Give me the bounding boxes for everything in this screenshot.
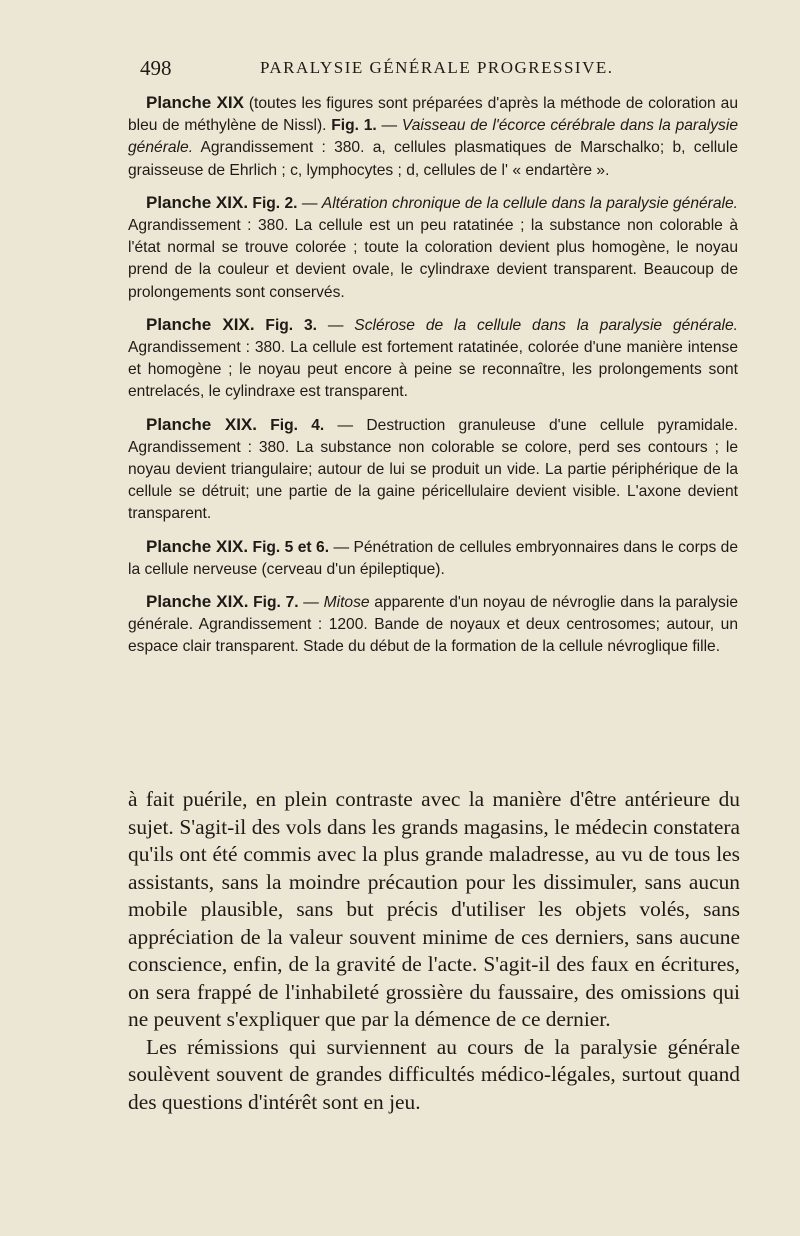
- caption-title: Mitose: [323, 594, 370, 612]
- caption-text: Pénétration de cellules embryonnaires dans le corps de la cellule nerveuse (cerveau d'un épileptique).: [128, 538, 738, 578]
- caption-sep: —: [297, 194, 322, 212]
- caption-pre: [255, 317, 266, 334]
- caption-text: Agrandissement : 380. a, cellules plasmatiques de Marschalko; b, cellule graisseuse de Ehrlich ; c, lymphocytes ; d, cellules de l' « endartère ».: [128, 139, 738, 179]
- plate-label: Planche XIX.: [146, 414, 257, 434]
- caption-pre: [257, 417, 270, 434]
- caption-fig-1: [128, 92, 738, 182]
- page-number: 498: [140, 56, 172, 80]
- caption-fig-3: [128, 314, 738, 404]
- fig-label: Fig. 4.: [270, 416, 325, 434]
- caption-text: Destruction granuleuse d'une cellule pyramidale. Agrandissement : 380. La substance non colorable se colore, perd ses contours ; le noyau devient triangulaire; autour de lui se produit un vide. La partie périphérique de la cellule se détruit; une partie de la gaine péricellulaire devient visible. L'axone devient transparent.: [128, 416, 738, 523]
- plate-label: Planche XIX.: [146, 536, 249, 556]
- caption-sep: —: [298, 594, 324, 612]
- plate-label: Planche XIX: [146, 93, 244, 112]
- fig-label: Fig. 3.: [265, 316, 317, 334]
- caption-text: apparente d'un noyau de névroglie dans la paralysie générale. Agrandissement : 1200. Bande de noyaux et deux centrosomes; autour, un espace clair transparent. Stade du début de la formation de la cellule névroglique fille.: [128, 594, 738, 656]
- caption-sep: —: [324, 416, 367, 434]
- caption-title: Vaisseau de l'écorce cérébrale dans la paralysie générale.: [128, 117, 738, 157]
- fig-label: Fig. 5 et 6.: [252, 538, 330, 556]
- caption-text: Agrandissement : 380. La cellule est un peu ratatinée ; la substance non colorable à l'état normal se trouve colorée ; toute la coloration devient plus homogène, le noyau prend de la couleur et devient ovale, le cylindraxe devient transparent. Beaucoup de prolongements sont conservés.: [128, 217, 738, 301]
- caption-sep: —: [317, 316, 355, 334]
- caption-fig-5-6: [128, 536, 738, 581]
- caption-pre: (toutes les figures sont préparées d'après la méthode de coloration au bleu de méthylène de Nissl).: [128, 95, 738, 135]
- fig-label: Fig. 1.: [331, 117, 377, 135]
- plate-label: Planche XIX.: [146, 192, 249, 212]
- plate-captions: [128, 92, 738, 669]
- caption-sep: —: [376, 117, 402, 135]
- caption-text: Agrandissement : 380. La cellule est fortement ratatinée, colorée d'une manière intense et homogène ; le noyau peut encore à peine se reconnaître, les prolongements sont entrelacés, le cylindraxe est transparent.: [128, 339, 738, 401]
- caption-title: Sclérose de la cellule dans la paralysie générale.: [354, 316, 738, 334]
- body-paragraph-1: à fait puérile, en plein contraste avec la manière d'être antérieure du sujet. S'agit-il des vols dans les grands magasins, le médecin constatera qu'ils ont été commis avec la plus grande maladresse, au vu de tous les assistants, sans la moindre précaution pour les dissimuler, sans aucun mobile plausible, sans but précis d'utiliser les objets volés, sans appréciation de la valeur souvent minime de ces derniers, sans aucune conscience, enfin, de la gravité de l'acte. S'agit-il des faux en écritures, on sera frappé de l'inhabileté grossière du faussaire, des omissions qui ne peuvent s'expliquer que par la démence de ce dernier.: [128, 787, 740, 1031]
- caption-title: Altération chronique de la cellule dans la paralysie générale.: [321, 194, 738, 212]
- body-paragraph-2: Les rémissions qui surviennent au cours de la paralysie générale soulèvent souvent de grandes difficultés médico-légales, surtout quand des questions d'intérêt sont en jeu.: [128, 1034, 740, 1114]
- caption-fig-7: [128, 591, 738, 659]
- body-text: [128, 786, 740, 1116]
- fig-label: Fig. 7.: [253, 594, 299, 612]
- caption-fig-4: [128, 414, 738, 526]
- plate-label: Planche XIX.: [146, 314, 255, 334]
- caption-sep: —: [329, 538, 354, 556]
- running-title: PARALYSIE GÉNÉRALE PROGRESSIVE.: [260, 58, 614, 77]
- fig-label: Fig. 2.: [252, 194, 298, 212]
- page-header: [140, 56, 750, 80]
- caption-fig-2: [128, 192, 738, 304]
- plate-label: Planche XIX.: [146, 592, 249, 612]
